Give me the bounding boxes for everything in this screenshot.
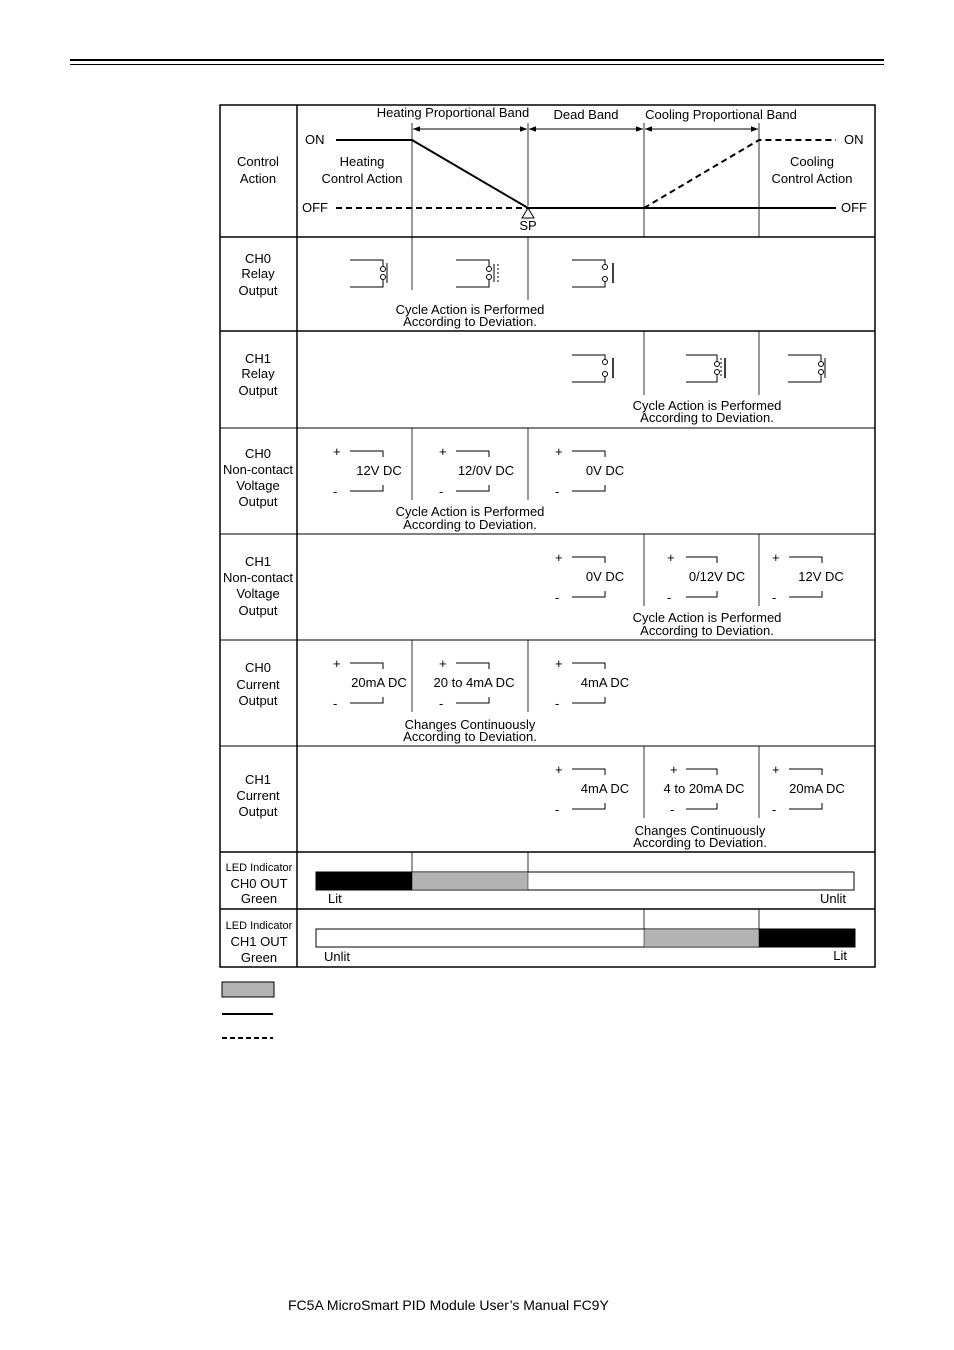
row-label-ch0-volt-line4: Output [238, 494, 278, 509]
ch0-cur-note-line1: Changes Continuously [404, 717, 536, 732]
setpoint-marker [522, 208, 534, 218]
row-label-ch0-relay-line3: Output [238, 283, 278, 298]
ch1-volt-note-line2: According to Deviation. [640, 623, 774, 638]
ch0-cur-value-dead: 4mA DC [580, 675, 630, 690]
row-label-control-line2: Action [239, 171, 277, 186]
row-label-ch0-volt-line1: CH0 [244, 446, 272, 461]
row-label-led1-line2: CH1 OUT [230, 934, 288, 949]
row-label-led0-line1: LED Indicator [225, 862, 293, 874]
row-label-led1-line1: LED Indicator [225, 920, 293, 932]
ch1-cur-value-cooling: 20mA DC [789, 781, 845, 796]
ch1-cur-minus-3: - [772, 802, 777, 817]
ch1-volt-plus-3: + [772, 550, 780, 565]
ch0-relay-cycling-icon [456, 260, 498, 287]
cooling-band-label: Cooling Proportional Band [645, 107, 797, 122]
row-label-ch1-volt-line2: Non-contact [222, 570, 294, 585]
led1-lit-label: Lit [833, 948, 847, 963]
row-label-ch1-volt-line1: CH1 [244, 554, 272, 569]
row-label-ch0-volt-line3: Voltage [236, 478, 280, 493]
ch0-volt-minus-3: - [555, 484, 560, 499]
ch1-volt-value-cooling: 12V DC [798, 569, 844, 584]
setpoint-label: SP [519, 218, 537, 233]
off-label-left: OFF [302, 200, 328, 215]
row-label-ch1-cur-line2: Current [236, 788, 280, 803]
row-label-ch0-relay-line2: Relay [241, 266, 275, 281]
ch1-volt-minus-1: - [555, 590, 560, 605]
row-label-ch1-relay-line3: Output [238, 383, 278, 398]
ch0-cur-value-proportional: 20 to 4mA DC [433, 675, 515, 690]
ch1-volt-plus-2: + [667, 550, 675, 565]
on-label-left: ON [305, 132, 325, 147]
ch0-cur-minus-1: - [333, 696, 338, 711]
ch1-cur-minus-1: - [555, 802, 560, 817]
row-label-ch1-relay-line2: Relay [241, 366, 275, 381]
row-label-ch1-volt-line4: Output [238, 603, 278, 618]
ch0-volt-value-proportional: 12/0V DC [457, 463, 515, 478]
ch1-cur-minus-2: - [670, 802, 675, 817]
ch1-cur-value-proportional: 4 to 20mA DC [663, 781, 745, 796]
ch0-volt-value-heating: 12V DC [356, 463, 402, 478]
ch1-relay-note-line1: Cycle Action is Performed [632, 398, 782, 413]
page-footer: FC5A MicroSmart PID Module User’s Manual FC9Y [288, 1297, 609, 1313]
ch1-volt-value-dead: 0V DC [585, 569, 625, 584]
ch0-volt-minus-1: - [333, 484, 338, 499]
ch0-volt-minus-2: - [439, 484, 444, 499]
ch1-cur-value-dead: 4mA DC [580, 781, 630, 796]
ch1-relay-closed-icon [788, 355, 825, 382]
legend-gray-swatch [222, 982, 274, 997]
ch0-relay-note-line1: Cycle Action is Performed [395, 302, 545, 317]
ch1-volt-minus-3: - [772, 590, 777, 605]
row-label-led1-line3: Green [240, 950, 278, 965]
row-label-ch1-relay-line1: CH1 [244, 351, 272, 366]
row-label-ch0-relay-line1: CH0 [244, 251, 272, 266]
row-label-control-line1: Control [237, 154, 279, 169]
ch0-cur-plus-1: + [333, 656, 341, 671]
table-frame [220, 105, 875, 967]
heating-action-line [336, 140, 836, 208]
led0-lit-label: Lit [328, 891, 342, 906]
ch1-cur-plus-3: + [772, 762, 780, 777]
led1-lit-segment [759, 929, 855, 947]
ch0-cur-note-line2: According to Deviation. [403, 729, 537, 744]
ch1-relay-open-icon [572, 355, 613, 382]
ch0-relay-open-icon [572, 260, 613, 287]
ch1-cur-note-line2: According to Deviation. [633, 835, 767, 850]
row-label-ch1-cur-line3: Output [238, 804, 278, 819]
led1-unlit-label: Unlit [324, 949, 351, 964]
ch1-volt-note-line1: Cycle Action is Performed [632, 610, 782, 625]
ch0-cur-minus-3: - [555, 696, 560, 711]
ch1-volt-minus-2: - [667, 590, 672, 605]
ch0-cur-value-heating: 20mA DC [351, 675, 407, 690]
off-label-right: OFF [841, 200, 867, 215]
ch1-relay-note-line2: According to Deviation. [640, 410, 774, 425]
ch0-volt-plus-3: + [555, 444, 563, 459]
ch0-relay-closed-icon [350, 260, 387, 287]
ch1-cur-plus-1: + [555, 762, 563, 777]
row-label-ch0-cur-line2: Current [236, 677, 280, 692]
row-label-led0-line2: CH0 OUT [230, 876, 288, 891]
row-label-ch1-cur-line1: CH1 [244, 772, 272, 787]
led1-cycling-segment [644, 929, 759, 947]
led0-cycling-segment [412, 872, 528, 890]
ch0-relay-note-line2: According to Deviation. [403, 314, 537, 329]
ch1-volt-plus-1: + [555, 550, 563, 565]
on-label-right: ON [844, 132, 864, 147]
row-label-ch0-cur-line1: CH0 [244, 660, 272, 675]
row-label-ch0-volt-line2: Non-contact [222, 462, 294, 477]
led0-unlit-label: Unlit [819, 891, 846, 906]
ch0-volt-plus-2: + [439, 444, 447, 459]
dead-band-label: Dead Band [553, 107, 619, 122]
cooling-action-label-line1: Cooling [789, 154, 835, 169]
ch1-relay-cycling-icon [686, 355, 725, 382]
ch1-cur-note-line1: Changes Continuously [634, 823, 766, 838]
ch0-cur-plus-3: + [555, 656, 563, 671]
led0-lit-segment [316, 872, 412, 890]
row-label-ch0-cur-line3: Output [238, 693, 278, 708]
ch1-cur-plus-2: + [670, 762, 678, 777]
heating-action-label-line2: Control Action [321, 171, 403, 186]
ch0-volt-note-line1: Cycle Action is Performed [395, 504, 545, 519]
cooling-action-label-line2: Control Action [771, 171, 853, 186]
heating-action-label-line1: Heating [339, 154, 385, 169]
ch0-cur-plus-2: + [439, 656, 447, 671]
ch0-cur-minus-2: - [439, 696, 444, 711]
heating-band-label: Heating Proportional Band [376, 105, 530, 120]
row-label-ch1-volt-line3: Voltage [236, 586, 280, 601]
ch1-volt-value-proportional: 0/12V DC [688, 569, 746, 584]
ch0-volt-note-line2: According to Deviation. [403, 517, 537, 532]
row-label-led0-line3: Green [240, 891, 278, 906]
ch0-volt-value-dead: 0V DC [585, 463, 625, 478]
ch0-volt-plus-1: + [333, 444, 341, 459]
